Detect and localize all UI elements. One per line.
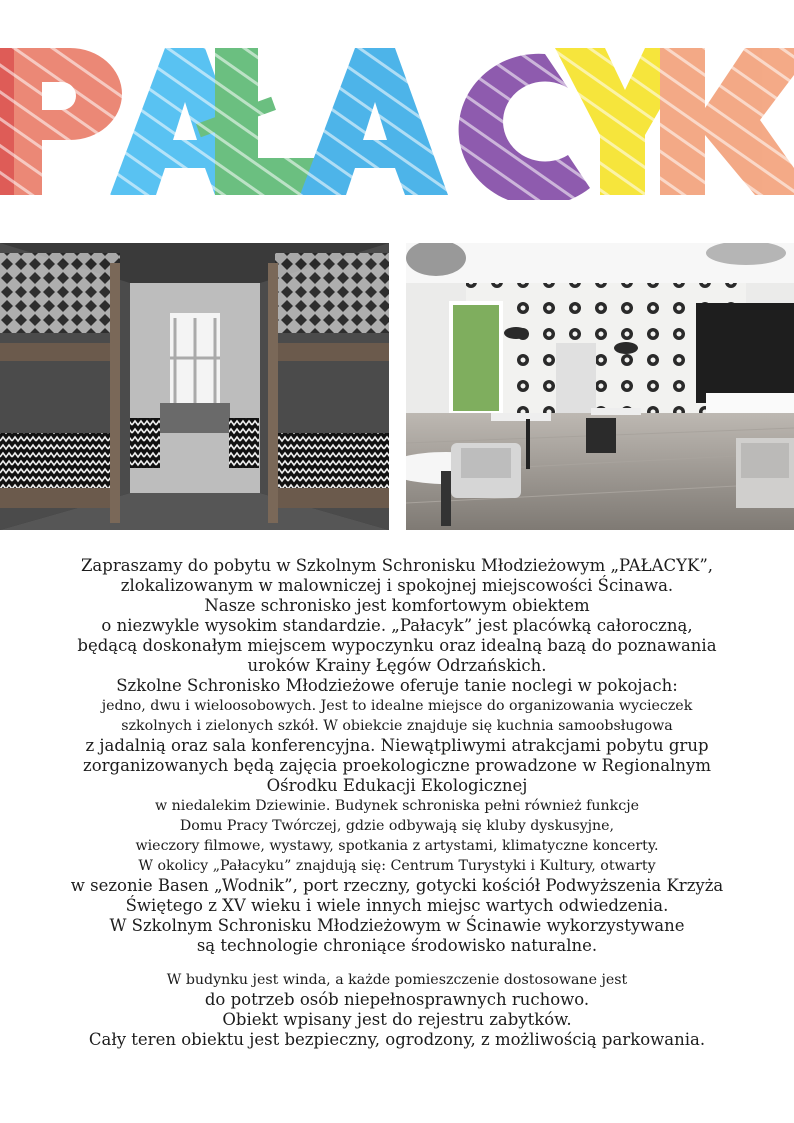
text-line: będącą doskonałym miejscem wypoczynku oraz idealną bazą do poznawania — [77, 636, 717, 655]
text-line: zorganizowanych będą zajęcia proekologiczne prowadzone w Regionalnym — [83, 756, 711, 775]
text-line: Ośrodku Edukacji Ekologicznej — [266, 776, 528, 795]
text-line: Szkolne Schronisko Młodzieżowe oferuje tanie noclegi w pokojach: — [116, 676, 678, 695]
text-line: zlokalizowanym w malowniczej i spokojnej miejscowości Ścinawa. — [120, 576, 674, 595]
text-line: Obiekt wpisany jest do rejestru zabytków. — [222, 1010, 572, 1029]
text-line: wieczory filmowe, wystawy, spotkania z artystami, klimatyczne koncerty. — [135, 838, 659, 854]
description-text — [20, 556, 774, 1050]
text-line: Nasze schronisko jest komfortowym obiektem — [204, 596, 590, 615]
text-line: Domu Pracy Twórczej, gdzie odbywają się kluby dyskusyjne, — [179, 818, 615, 834]
text-line: uroków Krainy Łęgów Odrzańskich. — [247, 656, 547, 675]
text-line: w sezonie Basen „Wodnik”, port rzeczny, gotycki kościół Podwyższenia Krzyża — [70, 876, 724, 895]
text-line: Zapraszamy do pobytu w Szkolnym Schronisku Młodzieżowym „PAŁACYK”, — [80, 556, 714, 575]
bunk-beds-photo — [0, 243, 389, 530]
logo-stripes — [0, 40, 794, 200]
text-line: jedno, dwu i wieloosobowych. Jest to idealne miejsce do organizowania wycieczek — [101, 698, 693, 714]
text-line: Świętego z XV wieku i wiele innych miejsc wartych odwiedzenia. — [125, 896, 669, 915]
logo-graphic — [0, 40, 794, 200]
text-line: W okolicy „Pałacyku” znajdują się: Centrum Turystyki i Kultury, otwarty — [138, 858, 656, 874]
dormitory-photo — [0, 243, 389, 530]
text-line: W Szkolnym Schronisku Młodzieżowym w Ścinawie wykorzystywane — [109, 916, 685, 935]
paragraph-gap — [20, 956, 774, 970]
text-line: o niezwykle wysokim standardzie. „Pałacyk” jest placówką całoroczną, — [101, 616, 693, 635]
text-line: są technologie chroniące środowisko naturalne. — [196, 936, 598, 955]
text-line: w niedalekim Dziewinie. Budynek schroniska pełni również funkcje — [154, 798, 639, 814]
text-line: do potrzeb osób niepełnosprawnych ruchowo. — [204, 990, 590, 1009]
dining-room-photo — [406, 243, 794, 530]
palacyk-logo — [0, 40, 794, 200]
dining-room-photo-graphic — [406, 243, 794, 530]
text-line: z jadalnią oraz sala konferencyjna. Niewątpliwymi atrakcjami pobytu grup — [85, 736, 709, 755]
text-line: W budynku jest winda, a każde pomieszczenie dostosowane jest — [166, 972, 628, 988]
text-line: Cały teren obiektu jest bezpieczny, ogrodzony, z możliwością parkowania. — [88, 1030, 706, 1049]
text-line: szkolnych i zielonych szkół. W obiekcie znajduje się kuchnia samoobsługowa — [121, 718, 673, 734]
